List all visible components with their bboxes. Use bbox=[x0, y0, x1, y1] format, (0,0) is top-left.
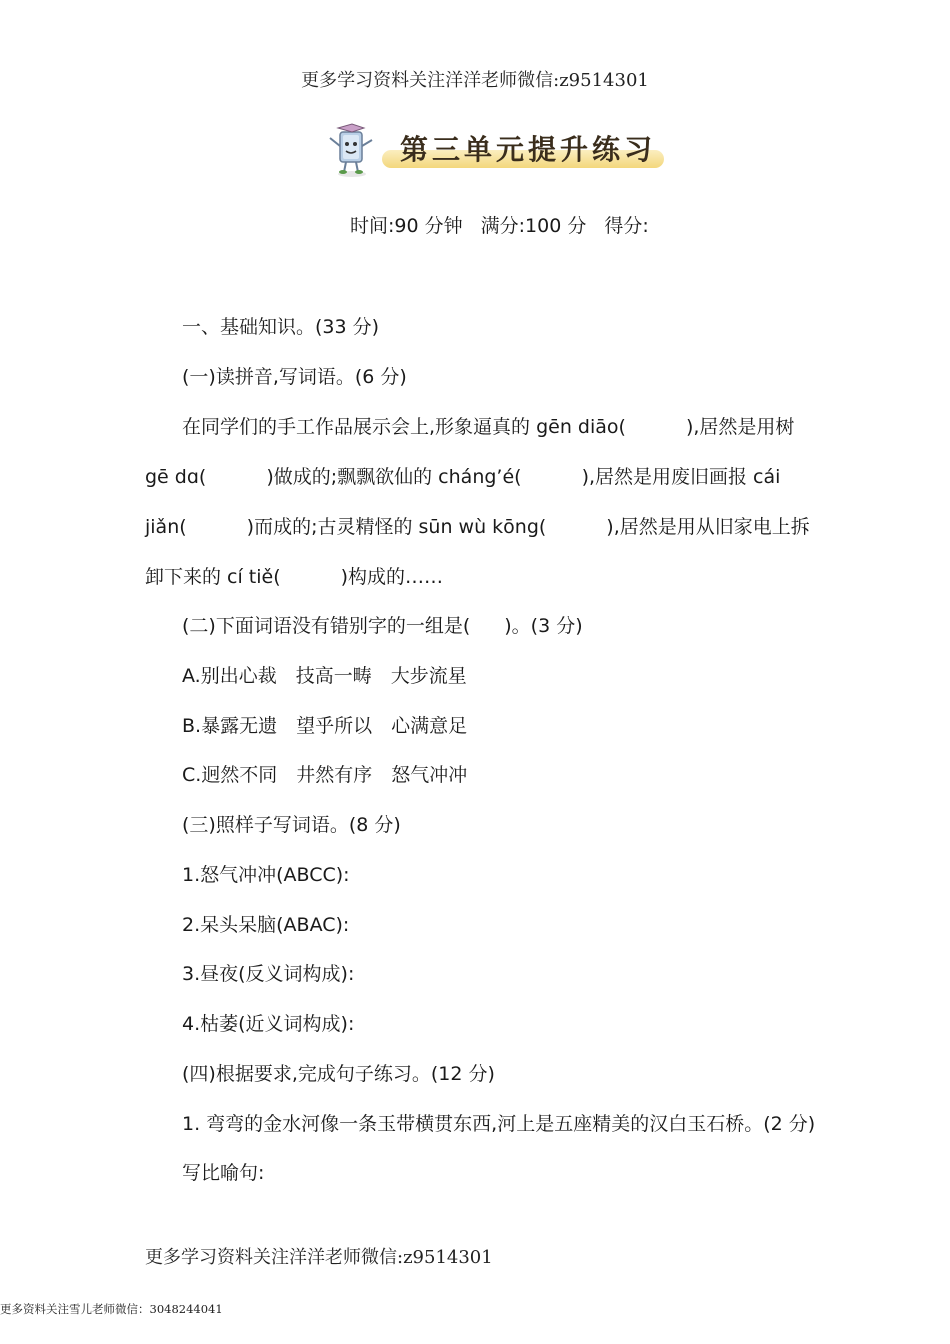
book-mascot-icon bbox=[322, 120, 382, 178]
corner-note: 更多资料关注雪儿老师微信：3048244041 bbox=[0, 1302, 223, 1316]
part3-item-4: 4.枯萎(近义词构成): bbox=[182, 1013, 355, 1035]
section1-heading: 一、基础知识。(33 分) bbox=[182, 316, 380, 338]
option-c: C.迥然不同 井然有序 怒气冲冲 bbox=[182, 764, 468, 786]
part4-heading: (四)根据要求,完成句子练习。(12 分) bbox=[182, 1063, 495, 1085]
title-banner bbox=[322, 120, 672, 178]
part1-line3: jiǎn( )而成的;古灵精怪的 sūn wù kōng( ),居然是用从旧家电上拆 bbox=[145, 516, 810, 538]
time-limit: 时间:90 分钟 bbox=[350, 215, 463, 237]
part3-item-1: 1.怒气冲冲(ABCC): bbox=[182, 864, 350, 886]
part1-line2: gē dɑ( )做成的;飘飘欲仙的 cháng’é( ),居然是用废旧画报 cái bbox=[145, 466, 781, 488]
part1-heading: (一)读拼音,写词语。(6 分) bbox=[182, 366, 407, 388]
part3-item-3: 3.昼夜(反义词构成): bbox=[182, 963, 355, 985]
score-field: 得分: bbox=[604, 215, 649, 237]
part3-heading: (三)照样子写词语。(8 分) bbox=[182, 814, 401, 836]
page-title: 第三单元提升练习 bbox=[400, 133, 657, 166]
page-footer: 更多学习资料关注洋洋老师微信:z9514301 bbox=[145, 1247, 493, 1268]
option-a: A.别出心裁 技高一畴 大步流星 bbox=[182, 665, 467, 687]
part1-line1: 在同学们的手工作品展示会上,形象逼真的 gēn diāo( ),居然是用树 bbox=[182, 416, 795, 438]
page-header: 更多学习资料关注洋洋老师微信:z9514301 bbox=[301, 70, 649, 91]
full-score: 满分:100 分 bbox=[480, 215, 587, 237]
part4-question-1: 1. 弯弯的金水河像一条玉带横贯东西,河上是五座精美的汉白玉石桥。(2 分) bbox=[182, 1113, 816, 1135]
part4-question-1-task: 写比喻句: bbox=[182, 1162, 265, 1184]
option-b: B.暴露无遗 望乎所以 心满意足 bbox=[182, 715, 468, 737]
part1-line4: 卸下来的 cí tiě( )构成的…… bbox=[145, 566, 444, 588]
part2-heading: (二)下面词语没有错别字的一组是( )。(3 分) bbox=[182, 615, 583, 637]
exam-meta bbox=[350, 211, 649, 238]
part3-item-2: 2.呆头呆脑(ABAC): bbox=[182, 914, 350, 936]
